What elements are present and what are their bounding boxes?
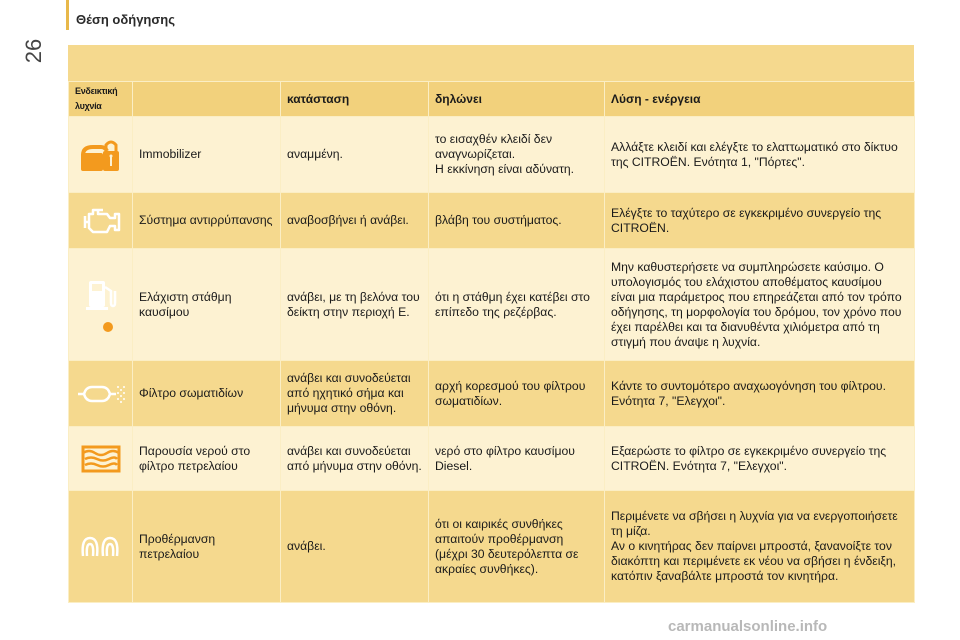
table-row bbox=[69, 491, 915, 603]
row-name: Παρουσία νερού στο φίλτρο πετρελαίου bbox=[133, 427, 281, 491]
fuel-pump-icon bbox=[79, 275, 123, 335]
immobilizer-lock-icon bbox=[79, 135, 123, 175]
row-solution: Κάντε το συντομότερο αναχωογόνηση του φίλτρου. Ενότητα 7, "Ελεγχοι". bbox=[605, 361, 915, 427]
row-meaning: βλάβη του συστήματος. bbox=[429, 193, 605, 249]
glow-plug-icon bbox=[79, 532, 123, 562]
header-solution: Λύση - ενέργεια bbox=[605, 82, 915, 117]
row-meaning: το εισαχθέν κλειδί δεν αναγνωρίζεται. Η εκκίνηση είναι αδύνατη. bbox=[429, 117, 605, 193]
header-meaning: δηλώνει bbox=[429, 82, 605, 117]
warning-lights-panel bbox=[68, 45, 914, 593]
header-name bbox=[133, 82, 281, 117]
row-icon-cell bbox=[69, 427, 133, 491]
header-status: κατάσταση bbox=[281, 82, 429, 117]
page-number: 26 bbox=[21, 38, 47, 64]
water-in-diesel-icon bbox=[79, 441, 123, 477]
row-solution: Εξαερώστε το φίλτρο σε εγκεκριμένο συνεργείο της CITROËN. Ενότητα 7, "Ελεγχοι". bbox=[605, 427, 915, 491]
row-solution: Ελέγξτε το ταχύτερο σε εγκεκριμένο συνεργείο της CITROËN. bbox=[605, 193, 915, 249]
table-header-row bbox=[69, 82, 915, 117]
table-row bbox=[69, 117, 915, 193]
row-status: ανάβει και συνοδεύεται από μήνυμα στην οθόνη. bbox=[281, 427, 429, 491]
row-meaning: ότι η στάθμη έχει κατέβει στο επίπεδο της ρεζέρβας. bbox=[429, 249, 605, 361]
warning-lights-table bbox=[68, 81, 915, 603]
row-name: Προθέρμανση πετρελαίου bbox=[133, 491, 281, 603]
row-solution: Αλλάξτε κλειδί και ελέγξτε το ελαττωματικό στο δίκτυο της CITROËN. Ενότητα 1, "Πόρτες". bbox=[605, 117, 915, 193]
row-name: Σύστημα αντιρρύπανσης bbox=[133, 193, 281, 249]
section-title: Θέση οδήγησης bbox=[76, 12, 175, 27]
row-status: αναβοσβήνει ή ανάβει. bbox=[281, 193, 429, 249]
table-row bbox=[69, 193, 915, 249]
row-icon-cell bbox=[69, 193, 133, 249]
row-meaning: αρχή κορεσμού του φίλτρου σωματιδίων. bbox=[429, 361, 605, 427]
engine-icon bbox=[79, 204, 123, 238]
watermark: carmanualsonline.info bbox=[668, 618, 828, 635]
row-icon-cell bbox=[69, 491, 133, 603]
row-solution: Περιμένετε να σβήσει η λυχνία για να ενεργοποιήσετε τη μίζα. Αν ο κινητήρας δεν παίρνει μπροστά, ξανανοίξτε τον διακόπτη και περιμένετε εκ νέου να σβήσει η ένδειξη, κατόπιν ξαναβάλτε μπροστά τον κινητήρα. bbox=[605, 491, 915, 603]
table-row bbox=[69, 427, 915, 491]
row-status: αναμμένη. bbox=[281, 117, 429, 193]
row-icon-cell bbox=[69, 361, 133, 427]
row-meaning: νερό στο φίλτρο καυσίμου Diesel. bbox=[429, 427, 605, 491]
header-icon: Ενδεικτική λυχνία bbox=[69, 82, 133, 117]
row-icon-cell bbox=[69, 117, 133, 193]
row-status: ανάβει, με τη βελόνα του δείκτη στην περιοχή E. bbox=[281, 249, 429, 361]
row-name: Immobilizer bbox=[133, 117, 281, 193]
table-row bbox=[69, 361, 915, 427]
row-status: ανάβει και συνοδεύεται από ηχητικό σήμα και μήνυμα στην οθόνη. bbox=[281, 361, 429, 427]
row-name: Ελάχιστη στάθμη καυσίμου bbox=[133, 249, 281, 361]
accent-bar bbox=[66, 0, 69, 30]
particle-filter-icon bbox=[76, 379, 126, 409]
panel-header-band bbox=[68, 45, 914, 81]
row-solution: Μην καθυστερήσετε να συμπληρώσετε καύσιμο. Ο υπολογισμός του ελάχιστου αποθέματος καυσίμου είναι μια παράμετρος που επηρεάζεται από τον τρόπο οδήγησης, τη μορφολογία του δρόμου, τον χρόνο που έχει παρέλθει και τα διανυθέντα χιλιόμετρα από τη στιγμή που άναψε η λυχνία. bbox=[605, 249, 915, 361]
row-meaning: ότι οι καιρικές συνθήκες απαιτούν προθέρμανση (μέχρι 30 δευτερόλεπτα σε ακραίες συνθήκες). bbox=[429, 491, 605, 603]
row-icon-cell bbox=[69, 249, 133, 361]
table-row bbox=[69, 249, 915, 361]
row-name: Φίλτρο σωματιδίων bbox=[133, 361, 281, 427]
row-status: ανάβει. bbox=[281, 491, 429, 603]
